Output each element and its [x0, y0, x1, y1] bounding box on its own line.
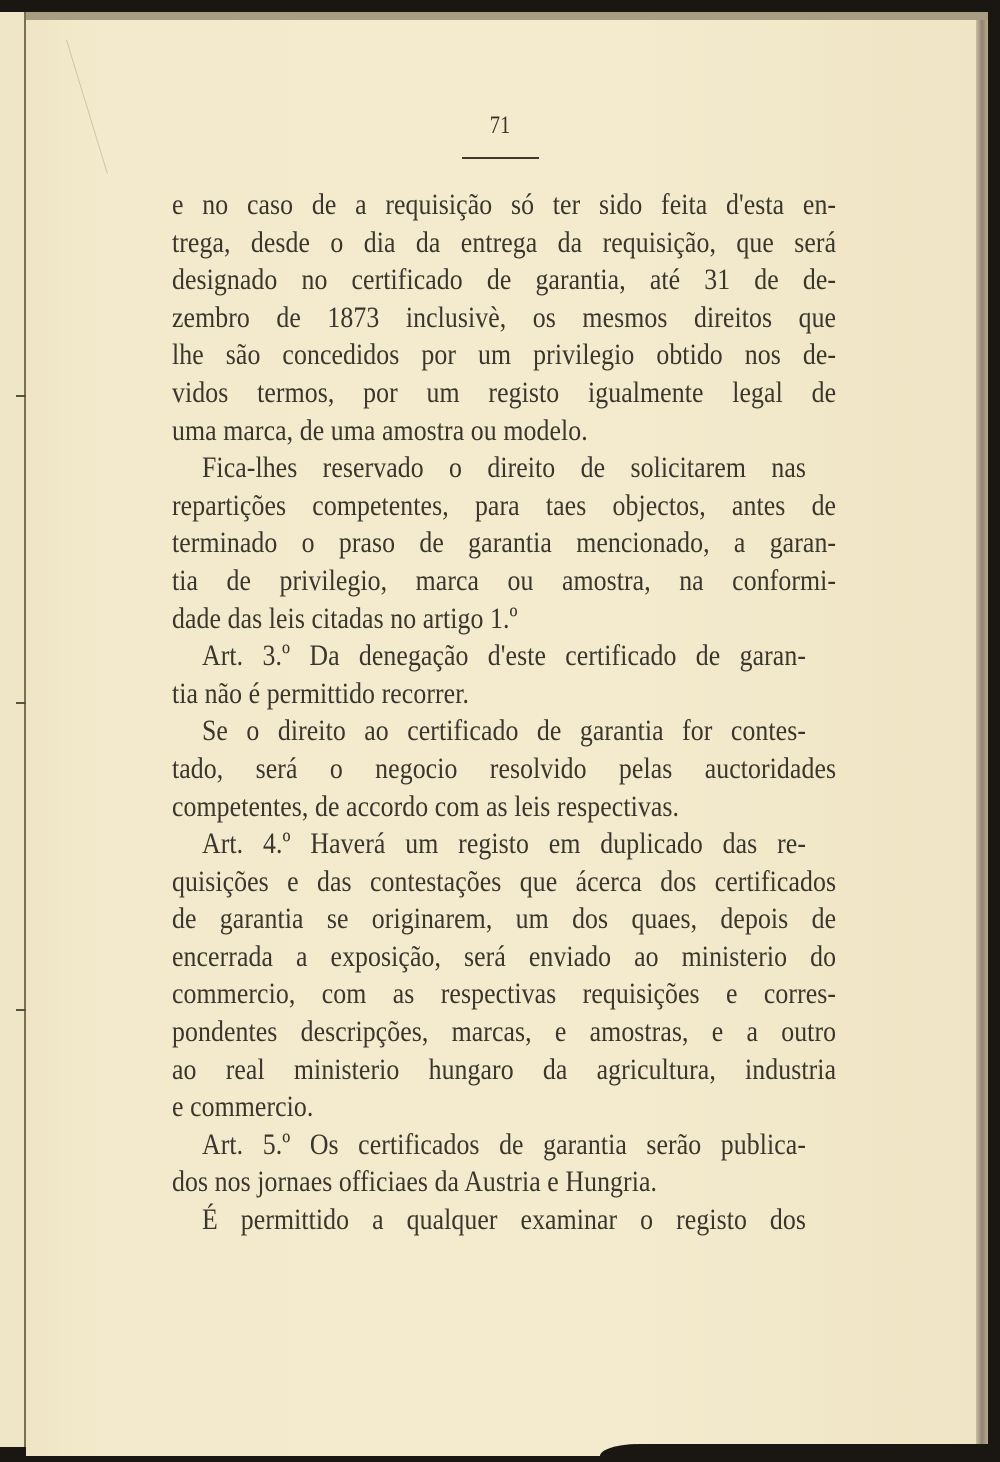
- text-line-content: trega, desde o dia da entrega da requisição, que será: [172, 225, 837, 259]
- text-line: [172, 487, 836, 525]
- text-line-content: e commercio.: [172, 1090, 314, 1124]
- text-line: [172, 224, 836, 262]
- page-bottom-curl: [600, 1444, 1000, 1462]
- body-text: [172, 186, 836, 1239]
- text-line-content: pondentes descripções, marcas, e amostras, e a outro: [172, 1015, 837, 1049]
- text-line-content: vidos termos, por um registo igualmente legal de: [172, 375, 837, 409]
- text-line-content: encerrada a exposição, será enviado ao ministerio do: [172, 939, 837, 973]
- text-line: [172, 299, 836, 337]
- text-line-content: e no caso de a requisição só ter sido feita d'esta en-: [172, 188, 837, 221]
- text-line-content: Art. 4.º Haverá um registo em duplicado das re-: [202, 827, 807, 861]
- text-line: [172, 261, 836, 299]
- text-line: [172, 863, 836, 901]
- text-line-content: dos nos jornaes officiaes da Austria e Hungria.: [172, 1165, 658, 1199]
- text-line-content: zembro de 1873 inclusivè, os mesmos direitos que: [172, 300, 837, 334]
- text-line-content: Se o direito ao certificado de garantia for contes-: [202, 714, 807, 748]
- text-line-content: repartições competentes, para taes objectos, antes de: [172, 488, 837, 522]
- text-line: [172, 975, 836, 1013]
- text-line-content: uma marca, de uma amostra ou modelo.: [172, 413, 588, 447]
- text-line-content: terminado o praso de garantia mencionado, a garan-: [172, 526, 837, 560]
- text-line: [172, 750, 836, 788]
- text-line: [172, 1013, 836, 1051]
- text-line: [172, 675, 836, 713]
- text-line: [172, 524, 836, 562]
- text-line-content: competentes, de accordo com as leis respectivas.: [172, 789, 680, 823]
- text-line: [172, 186, 836, 224]
- text-line: [172, 1163, 836, 1201]
- text-line-content: Art. 5.º Os certificados de garantia serão publica-: [202, 1127, 807, 1161]
- facing-page-edge: [0, 12, 26, 1447]
- text-line: [172, 374, 836, 412]
- text-line: [172, 788, 836, 826]
- text-line-content: É permittido a qualquer examinar o registo dos: [202, 1203, 807, 1237]
- text-line: [172, 712, 836, 750]
- text-line-content: quisições e das contestações que ácerca dos certificados: [172, 864, 837, 898]
- page-number-rule: [462, 157, 539, 159]
- text-line: [172, 1126, 836, 1164]
- text-line-content: dade das leis citadas no artigo 1.º: [172, 601, 518, 635]
- page-stack-edge: [976, 20, 988, 1456]
- text-line: [172, 1051, 836, 1089]
- text-line: [172, 449, 836, 487]
- text-line: [172, 1201, 836, 1239]
- text-line: [172, 562, 836, 600]
- text-line-content: designado no certificado de garantia, até 31 de de-: [172, 263, 837, 297]
- text-line: [172, 825, 836, 863]
- text-line-content: commercio, com as respectivas requisições e corres-: [172, 977, 837, 1011]
- text-line: [172, 1088, 836, 1126]
- text-line-content: tia não é permittido recorrer.: [172, 676, 470, 710]
- text-line: [172, 336, 836, 374]
- text-line-content: Art. 3.º Da denegação d'este certificado de garan-: [202, 639, 807, 673]
- text-line: [172, 412, 836, 450]
- text-line-content: tia de privilegio, marca ou amostra, na conformi-: [172, 563, 837, 597]
- text-line-content: lhe são concedidos por um privilegio obtido nos de-: [172, 338, 837, 372]
- paper-crease: [66, 40, 108, 174]
- text-line-content: Fica-lhes reservado o direito de solicitarem nas: [202, 451, 807, 485]
- text-line: [172, 637, 836, 675]
- text-line-content: ao real ministerio hungaro da agricultura, industria: [172, 1052, 837, 1086]
- text-line-content: tado, será o negocio resolvido pelas auctoridades: [172, 751, 837, 785]
- page-number: 71: [489, 112, 511, 139]
- text-line: [172, 938, 836, 976]
- text-line: [172, 900, 836, 938]
- text-line-content: de garantia se originarem, um dos quaes, depois de: [172, 902, 837, 936]
- text-line: [172, 600, 836, 638]
